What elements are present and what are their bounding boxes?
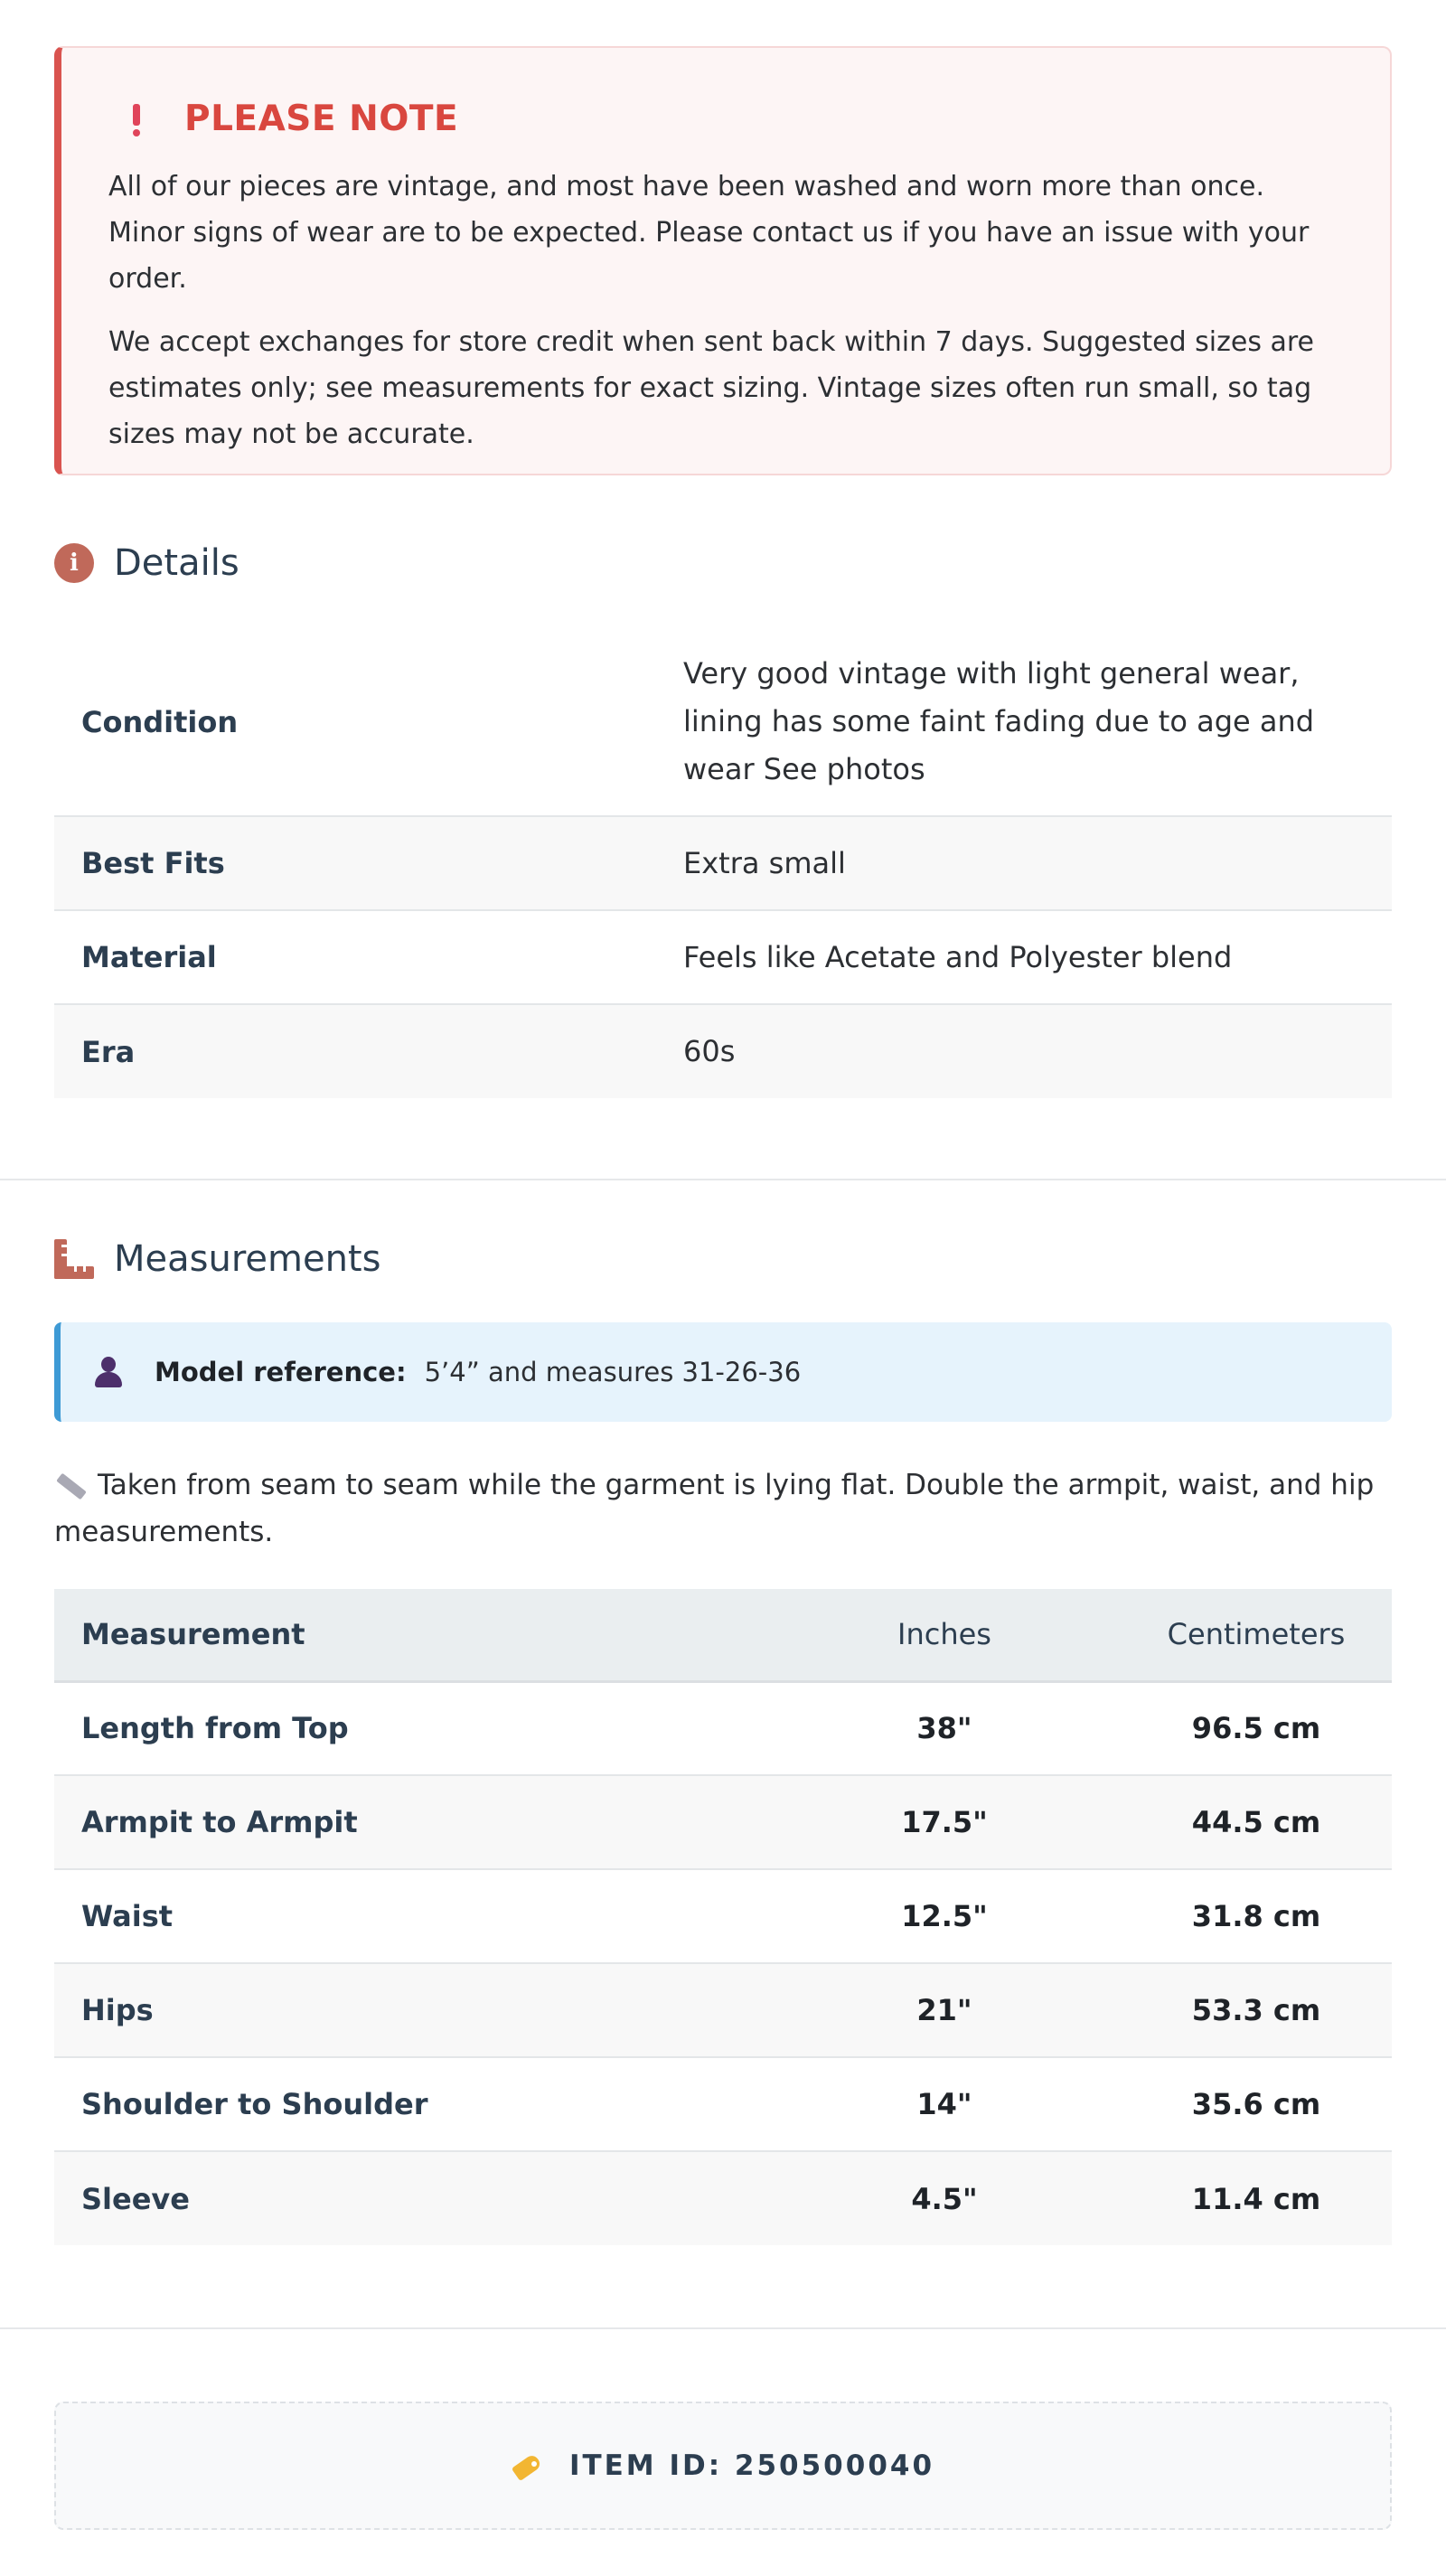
column-header: Measurement bbox=[54, 1589, 768, 1681]
notice-paragraph: We accept exchanges for store credit when sent back within 7 days. Suggested sizes are estimates only; see measurements for exact sizing. Vintage sizes often run small, so tag sizes may not be accurate. bbox=[108, 326, 1315, 450]
exclamation-icon bbox=[127, 100, 146, 136]
item-id-box bbox=[54, 2402, 1392, 2530]
measurement-inches: 4.5" bbox=[768, 2151, 1121, 2245]
pencil-icon bbox=[54, 1471, 85, 1498]
measurements-heading bbox=[54, 1238, 380, 1280]
ruler-icon bbox=[54, 1239, 94, 1279]
item-id-text: ITEM ID: 250500040 bbox=[568, 2449, 935, 2482]
table-row bbox=[54, 1963, 1392, 2057]
model-reference-text: 5’4” and measures 31-26-36 bbox=[424, 1357, 802, 1387]
measurements-table bbox=[54, 1589, 1392, 2245]
column-header: Centimeters bbox=[1121, 1589, 1392, 1681]
measurement-inches: 12.5" bbox=[768, 1869, 1121, 1963]
table-row bbox=[54, 1681, 1392, 1775]
measurement-inches: 21" bbox=[768, 1963, 1121, 2057]
table-row bbox=[54, 2057, 1392, 2151]
details-heading bbox=[54, 542, 239, 584]
measurement-cm: 31.8 cm bbox=[1121, 1869, 1392, 1963]
measurement-inches: 17.5" bbox=[768, 1775, 1121, 1869]
measurement-name: Shoulder to Shoulder bbox=[54, 2057, 768, 2151]
measurement-cm: 53.3 cm bbox=[1121, 1963, 1392, 2057]
column-header: Inches bbox=[768, 1589, 1121, 1681]
measurement-cm: 44.5 cm bbox=[1121, 1775, 1392, 1869]
notice-paragraph: All of our pieces are vintage, and most have been washed and worn more than once. Minor signs of wear are to be expected. Please contact us if you have an issue with your order. bbox=[108, 171, 1310, 295]
table-header-row bbox=[54, 1589, 1392, 1681]
measurement-name: Sleeve bbox=[54, 2151, 768, 2245]
section-divider bbox=[0, 2327, 1446, 2329]
details-value: Very good vintage with light general wear, lining has some faint fading due to age and wear See photos bbox=[683, 656, 1315, 786]
measurements-title: Measurements bbox=[114, 1238, 381, 1280]
measurement-note-text: Taken from seam to seam while the garment is lying flat. Double the armpit, waist, and hip measurements. bbox=[54, 1469, 1375, 1548]
notice-box bbox=[54, 46, 1392, 475]
measurement-cm: 96.5 cm bbox=[1121, 1681, 1392, 1775]
notice-header bbox=[108, 98, 1345, 139]
details-label: Best Fits bbox=[81, 846, 225, 880]
model-reference-box bbox=[54, 1322, 1392, 1422]
person-icon bbox=[93, 1357, 124, 1387]
measurement-cm: 11.4 cm bbox=[1121, 2151, 1392, 2245]
measurement-name: Waist bbox=[54, 1869, 768, 1963]
measurement-name: Armpit to Armpit bbox=[54, 1775, 768, 1869]
tag-icon bbox=[512, 2452, 542, 2479]
details-value: 60s bbox=[683, 1034, 736, 1068]
details-row bbox=[54, 910, 1392, 1004]
table-row bbox=[54, 1869, 1392, 1963]
measurement-inches: 14" bbox=[768, 2057, 1121, 2151]
details-table bbox=[54, 628, 1392, 1098]
details-label: Era bbox=[81, 1034, 136, 1069]
details-title: Details bbox=[114, 542, 239, 584]
measurement-cm: 35.6 cm bbox=[1121, 2057, 1392, 2151]
measurement-inches: 38" bbox=[768, 1681, 1121, 1775]
measurement-note bbox=[54, 1462, 1392, 1556]
model-reference-label: Model reference: bbox=[155, 1357, 407, 1387]
info-circle-icon: i bbox=[54, 543, 94, 583]
table-row bbox=[54, 2151, 1392, 2245]
details-value: Feels like Acetate and Polyester blend bbox=[683, 939, 1233, 974]
table-row bbox=[54, 1775, 1392, 1869]
details-label: Condition bbox=[81, 704, 239, 739]
measurement-name: Hips bbox=[54, 1963, 768, 2057]
details-row bbox=[54, 816, 1392, 910]
section-divider bbox=[0, 1179, 1446, 1180]
details-row bbox=[54, 628, 1392, 816]
measurement-name: Length from Top bbox=[54, 1681, 768, 1775]
notice-title: PLEASE NOTE bbox=[184, 98, 459, 139]
details-label: Material bbox=[81, 940, 217, 974]
details-value: Extra small bbox=[683, 845, 846, 880]
details-row bbox=[54, 1004, 1392, 1098]
